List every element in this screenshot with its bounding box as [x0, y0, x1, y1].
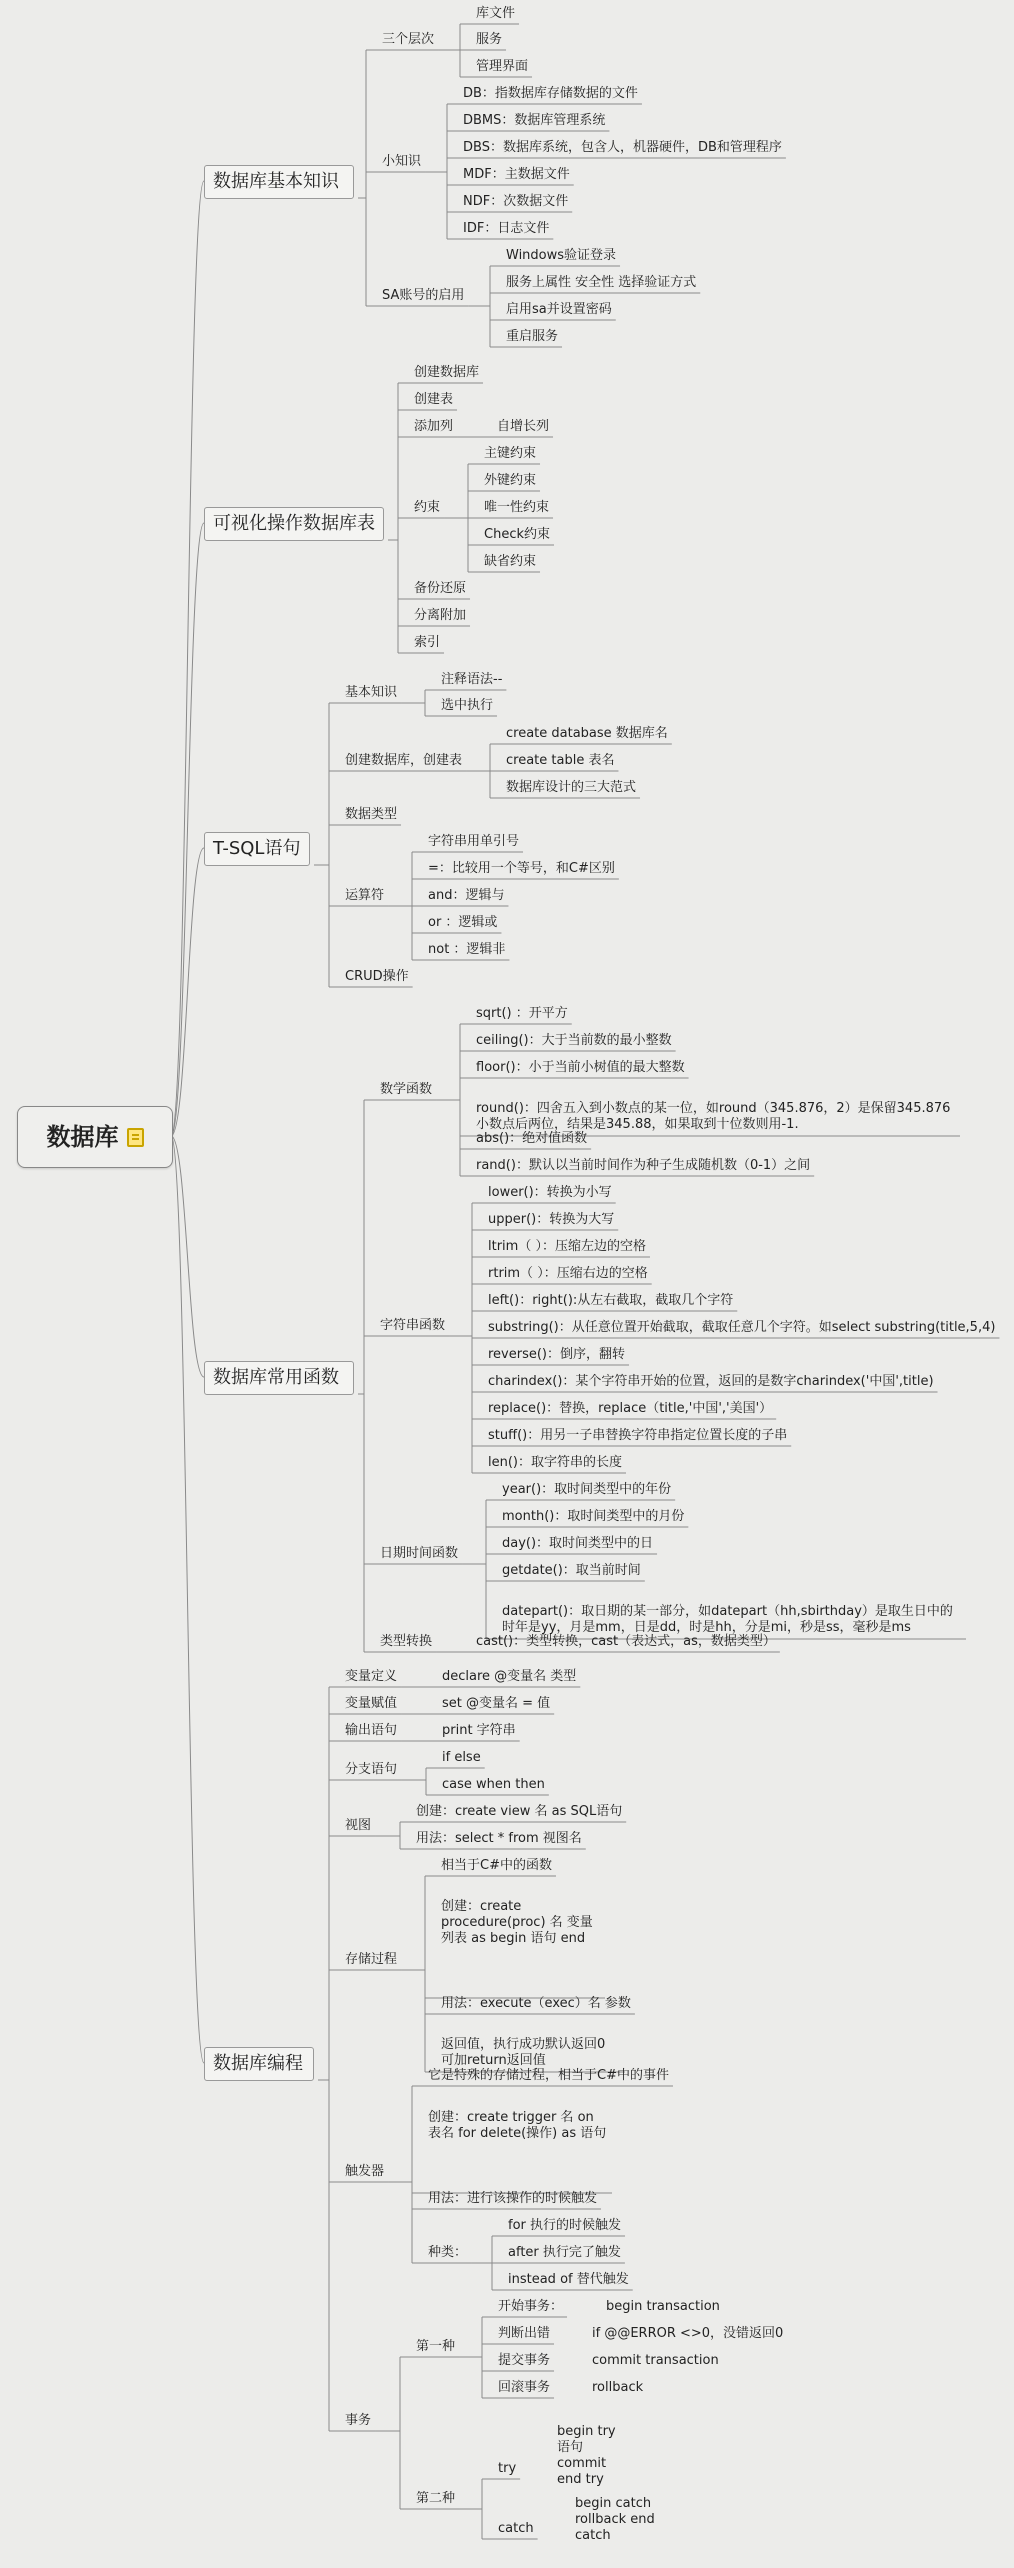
- node-b4-1-2[interactable]: ceiling()：大于当前数的最小整数: [476, 1033, 672, 1048]
- node-b3-2-3[interactable]: 数据库设计的三大范式: [506, 780, 637, 795]
- node-b3-3[interactable]: 数据类型: [345, 807, 398, 822]
- node-b4-1-5[interactable]: abs()：绝对值函数: [476, 1131, 588, 1146]
- note-icon[interactable]: [127, 1128, 144, 1147]
- connector: [171, 523, 204, 1136]
- node-b4-1[interactable]: 数学函数: [380, 1082, 433, 1097]
- node-b5-8-2[interactable]: 第二种: [416, 2491, 456, 2506]
- node-b4-2-11[interactable]: len()：取字符串的长度: [488, 1455, 622, 1470]
- node-b1-2-6[interactable]: IDF：日志文件: [463, 221, 550, 236]
- node-b1-2-4[interactable]: MDF：主数据文件: [463, 167, 570, 182]
- node-b5-8-1-3[interactable]: 提交事务: [498, 2353, 551, 2368]
- node-b5-7[interactable]: 触发器: [345, 2164, 385, 2179]
- node-b1-2-1[interactable]: DB：指数据库存储数据的文件: [463, 86, 638, 101]
- node-b3-4[interactable]: 运算符: [345, 888, 385, 903]
- node-b5-3-1[interactable]: print 字符串: [442, 1723, 516, 1738]
- node-b4-3-1[interactable]: year()：取时间类型中的年份: [502, 1482, 672, 1497]
- node-b5-8-1-1v[interactable]: begin transaction: [606, 2299, 720, 2314]
- node-b3[interactable]: T-SQL语句: [204, 832, 310, 866]
- node-b5-8-1-4v[interactable]: rollback: [592, 2380, 644, 2395]
- node-b4-1-1[interactable]: sqrt() ：开平方: [476, 1006, 568, 1021]
- node-b3-1-1[interactable]: 注释语法--: [441, 672, 503, 687]
- node-b1-3-2[interactable]: 服务上属性 安全性 选择验证方式: [506, 275, 697, 290]
- node-b4-4-1[interactable]: cast()：类型转换，cast（表达式，as，数据类型）: [476, 1634, 776, 1649]
- node-b2-2[interactable]: 创建表: [414, 392, 454, 407]
- node-b3-4-4[interactable]: or ：逻辑或: [428, 915, 498, 930]
- node-b5-4-2[interactable]: case when then: [442, 1777, 545, 1792]
- node-b5-8-2-1v[interactable]: begin try 语句 commit end try: [557, 2424, 616, 2487]
- node-b1-1[interactable]: 三个层次: [382, 32, 435, 47]
- node-b5-7-4[interactable]: 种类：: [428, 2245, 468, 2260]
- node-b4-2-6[interactable]: substring()：从任意位置开始截取，截取任意几个字符。如select substring(title,5,4): [488, 1320, 996, 1335]
- node-b5-8-1-1[interactable]: 开始事务：: [498, 2299, 564, 2314]
- node-b5-8[interactable]: 事务: [345, 2413, 372, 2428]
- node-b2-4-2[interactable]: 外键约束: [484, 473, 537, 488]
- node-b5-1-1[interactable]: declare @变量名 类型: [442, 1669, 577, 1684]
- node-b5-8-1-2v[interactable]: if @@ERROR <>0，没错返回0: [592, 2326, 784, 2341]
- node-b5-5-1[interactable]: 创建：create view 名 as SQL语句: [416, 1804, 623, 1819]
- node-b4-3-3[interactable]: day()：取时间类型中的日: [502, 1536, 654, 1551]
- node-b2-4-5[interactable]: 缺省约束: [484, 554, 537, 569]
- node-b5-8-1-4[interactable]: 回滚事务: [498, 2380, 551, 2395]
- node-b3-4-2[interactable]: =：比较用一个等号，和C#区别: [428, 861, 615, 876]
- node-b4-3-4[interactable]: getdate()：取当前时间: [502, 1563, 641, 1578]
- node-b4-2-4[interactable]: rtrim（ ）：压缩右边的空格: [488, 1266, 648, 1281]
- node-b5-7-1[interactable]: 它是特殊的存储过程，相当于C#中的事件: [428, 2068, 669, 2083]
- node-b5-2-1[interactable]: set @变量名 = 值: [442, 1696, 551, 1711]
- node-b5[interactable]: 数据库编程: [204, 2047, 314, 2081]
- node-b3-2[interactable]: 创建数据库，创建表: [345, 753, 463, 768]
- node-b1-1-3[interactable]: 管理界面: [476, 59, 529, 74]
- node-b1-1-2[interactable]: 服务: [476, 32, 503, 47]
- node-b4-2-7[interactable]: reverse()：倒序，翻转: [488, 1347, 626, 1362]
- node-b3-1[interactable]: 基本知识: [345, 685, 398, 700]
- root-label: 数据库: [46, 1123, 119, 1151]
- node-b4[interactable]: 数据库常用函数: [204, 1361, 354, 1395]
- node-b5-8-2-1[interactable]: try: [498, 2461, 517, 2476]
- node-b5-6-3[interactable]: 用法：execute（exec）名 参数: [441, 1996, 631, 2011]
- node-b4-2-2[interactable]: upper()：转换为大写: [488, 1212, 615, 1227]
- node-b5-6-2[interactable]: 创建：create procedure(proc) 名 变量列表 as begin 语句 end: [441, 1899, 593, 1946]
- node-b4-2-8[interactable]: charindex()：某个字符串开始的位置，返回的是数字charindex('中国',title): [488, 1374, 934, 1389]
- node-b4-2-1[interactable]: lower()：转换为小写: [488, 1185, 612, 1200]
- node-b4-2-5[interactable]: left()：right():从左右截取，截取几个字符: [488, 1293, 734, 1308]
- node-b2-3[interactable]: 添加列: [414, 419, 454, 434]
- node-b2-5[interactable]: 备份还原: [414, 581, 467, 596]
- node-b2-4-3[interactable]: 唯一性约束: [484, 500, 550, 515]
- connector: [171, 848, 204, 1136]
- node-b4-1-4[interactable]: round()：四舍五入到小数点的某一位，如round（345.876，2）是保留345.876小数点后两位，结果是345.88，如果取到十位数则用-1.: [476, 1101, 951, 1132]
- node-b1-2-3[interactable]: DBS：数据库系统，包含人，机器硬件，DB和管理程序: [463, 140, 782, 155]
- node-b3-5[interactable]: CRUD操作: [345, 969, 409, 984]
- root-node[interactable]: [17, 1106, 173, 1168]
- node-b1-3-1[interactable]: Windows验证登录: [506, 248, 617, 263]
- node-b1-3-4[interactable]: 重启服务: [506, 329, 559, 344]
- node-b5-7-3[interactable]: 用法：进行该操作的时候触发: [428, 2191, 598, 2206]
- node-b1[interactable]: 数据库基本知识: [204, 165, 354, 199]
- node-b3-4-5[interactable]: not ：逻辑非: [428, 942, 506, 957]
- node-b4-2-10[interactable]: stuff()：用另一子串替换字符串指定位置长度的子串: [488, 1428, 788, 1443]
- node-b5-4[interactable]: 分支语句: [345, 1762, 398, 1777]
- node-b3-4-1[interactable]: 字符串用单引号: [428, 834, 520, 849]
- node-b3-4-3[interactable]: and：逻辑与: [428, 888, 505, 903]
- node-b2-4-1[interactable]: 主键约束: [484, 446, 537, 461]
- node-b5-8-2-2v[interactable]: begin catch rollback end catch: [575, 2496, 655, 2543]
- node-b5-6-1[interactable]: 相当于C#中的函数: [441, 1858, 552, 1873]
- node-b4-1-3[interactable]: floor()：小于当前小树值的最大整数: [476, 1060, 685, 1075]
- node-b3-1-2[interactable]: 选中执行: [441, 698, 494, 713]
- node-b2-1[interactable]: 创建数据库: [414, 365, 480, 380]
- node-b3-2-2[interactable]: create table 表名: [506, 753, 615, 768]
- node-b4-4[interactable]: 类型转换: [380, 1634, 433, 1649]
- node-b1-2[interactable]: 小知识: [382, 154, 422, 169]
- node-b5-3[interactable]: 输出语句: [345, 1723, 398, 1738]
- node-b5-6[interactable]: 存储过程: [345, 1952, 398, 1967]
- node-b2-4-4[interactable]: Check约束: [484, 527, 550, 542]
- node-b2[interactable]: 可视化操作数据库表: [204, 507, 384, 541]
- node-b4-2-3[interactable]: ltrim（ ）：压缩左边的空格: [488, 1239, 646, 1254]
- node-b5-6-4[interactable]: 返回值，执行成功默认返回0 可加return返回值: [441, 2037, 606, 2068]
- node-b5-7-4-3[interactable]: instead of 替代触发: [508, 2272, 629, 2287]
- node-b4-3-5[interactable]: datepart()：取日期的某一部分，如datepart（hh,sbirthday）是取生日中的时年是yy，月是mm，日是dd，时是hh，分是mi，秒是ss，毫秒是ms: [502, 1604, 953, 1635]
- node-b5-2[interactable]: 变量赋值: [345, 1696, 398, 1711]
- node-b4-2[interactable]: 字符串函数: [380, 1318, 446, 1333]
- connector: [171, 1136, 204, 2063]
- node-b5-8-1-3v[interactable]: commit transaction: [592, 2353, 719, 2368]
- node-b5-8-1[interactable]: 第一种: [416, 2339, 456, 2354]
- node-b2-6[interactable]: 分离附加: [414, 608, 467, 623]
- node-b4-1-6[interactable]: rand()：默认以当前时间作为种子生成随机数（0-1）之间: [476, 1158, 811, 1173]
- node-b1-3-3[interactable]: 启用sa并设置密码: [506, 302, 612, 317]
- node-b5-8-1-2[interactable]: 判断出错: [498, 2326, 551, 2341]
- node-b4-2-9[interactable]: replace()：替换，replace（title,'中国','美国'）: [488, 1401, 773, 1416]
- node-b5-7-4-2[interactable]: after 执行完了触发: [508, 2245, 621, 2260]
- node-b1-1-1[interactable]: 库文件: [476, 6, 516, 21]
- node-b5-5[interactable]: 视图: [345, 1818, 372, 1833]
- node-b1-3[interactable]: SA账号的启用: [382, 288, 465, 303]
- node-b5-1[interactable]: 变量定义: [345, 1669, 398, 1684]
- node-b4-3-2[interactable]: month()：取时间类型中的月份: [502, 1509, 685, 1524]
- node-b5-7-4-1[interactable]: for 执行的时候触发: [508, 2218, 622, 2233]
- node-b3-2-1[interactable]: create database 数据库名: [506, 726, 668, 741]
- node-b5-7-2[interactable]: 创建：create trigger 名 on 表名 for delete(操作) as 语句: [428, 2110, 607, 2141]
- node-b5-8-2-2[interactable]: catch: [498, 2521, 534, 2536]
- node-b2-4[interactable]: 约束: [414, 500, 441, 515]
- node-b2-7[interactable]: 索引: [414, 635, 441, 650]
- node-b5-4-1[interactable]: if else: [442, 1750, 481, 1765]
- node-b4-3[interactable]: 日期时间函数: [380, 1546, 459, 1561]
- node-b1-2-2[interactable]: DBMS：数据库管理系统: [463, 113, 606, 128]
- node-b2-3-1[interactable]: 自增长列: [497, 419, 550, 434]
- node-b5-5-2[interactable]: 用法：select * from 视图名: [416, 1831, 582, 1846]
- node-b1-2-5[interactable]: NDF：次数据文件: [463, 194, 569, 209]
